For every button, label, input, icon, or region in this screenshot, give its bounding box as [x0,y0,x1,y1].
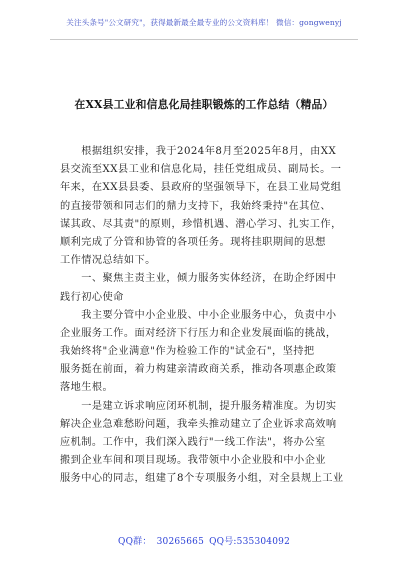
body-line: 年来，在XX县县委、县政府的坚强领导下，在县工业局党组 [60,182,342,194]
body-line: 服务中心的同志，组建了8个专项服务小组，对全县规上工业 [60,473,344,485]
header-divider [50,39,358,40]
body-line: 根据组织安排，我于2024年8月至2025年8月，由XX [60,146,337,157]
section-heading-line: 践行初心使命 [60,291,124,303]
body-line: 县交流至XX县工业和信息化局，挂任党组成员、副局长。一 [60,164,342,176]
body-line: 谋其政、尽其责"的原则，珍惜机遇、潜心学习、扎实工作， [60,218,342,230]
body-line: 搬到企业车间和项目现场。我带领中小企业股和中小企业 [60,455,326,467]
body-line: 我主要分管中小企业股、中小企业服务中心，负责中小 [60,309,337,321]
section-heading-line: 一、聚焦主责主业，倾力服务实体经济，在助企纾困中 [60,273,337,285]
body-line: 企业服务工作。面对经济下行压力和企业发展面临的挑战， [60,327,337,339]
body-line: 应机制。工作中，我们深入践行"一线工作法"，将办公室 [60,437,326,448]
body-line: 落地生根。 [60,382,114,394]
body-line: 服务挺在前面，着力构建亲清政商关系，推动各项惠企政策 [60,364,337,376]
body-line: 一是建立诉求响应闭环机制，提升服务精准度。为切实 [60,400,337,412]
body-line: 顺利完成了分管和协管的各项任务。现将挂职期间的思想 [60,236,326,248]
document-body [60,143,352,489]
document-title: 在XX县工业和信息化局挂职锻炼的工作总结（精品） [74,98,334,111]
page-footer: QQ群： 30265665 QQ号:535304092 [117,537,290,547]
body-line: 解决企业急难愁盼问题，我牵头推动建立了企业诉求高效响 [60,418,337,430]
page-header: 关注头条号"公文研究"，获得最新最全最专业的公文资料库！ 微信：gongwenyj [66,18,342,27]
body-line: 工作情况总结如下。 [60,255,156,267]
body-line: 的直接带领和同志们的鼎力支持下，我始终秉持"在其位、 [60,200,332,212]
body-line: 我始终将"企业满意"作为检验工作的"试金石"，坚持把 [60,346,315,358]
